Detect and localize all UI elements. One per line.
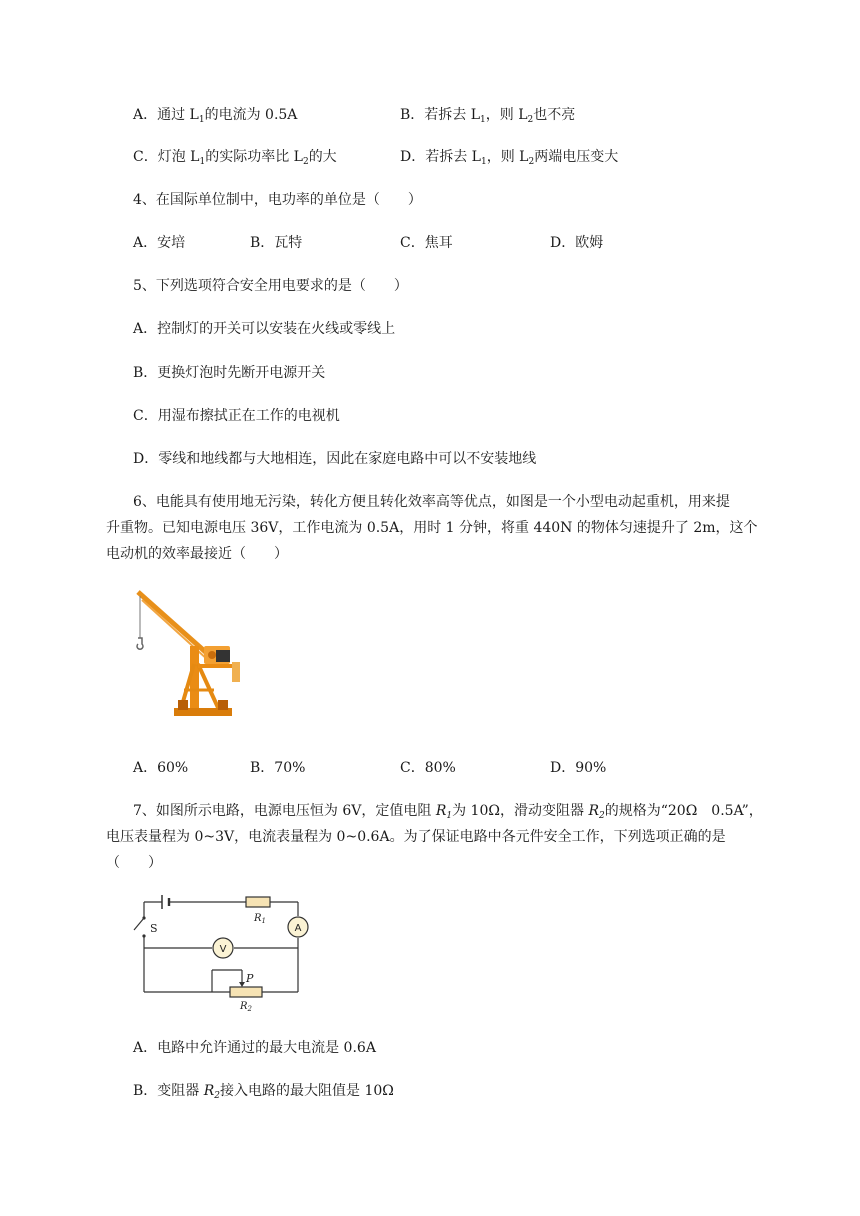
q5-option-b: B．更换灯泡时先断开电源开关 [133, 365, 326, 381]
ammeter-label: A [294, 923, 302, 934]
q7-stem-line2: 电压表量程为 0~3V，电流表量程为 0~0.6A。为了保证电路中各元件安全工作，下列选项正确的是 [106, 829, 726, 845]
q4-option-c: C．焦耳 [400, 235, 453, 251]
q6-stem-line1: 6、电能具有使用地无污染，转化方便且转化效率高等优点，如图是一个小型电动起重机，用来提 [133, 494, 730, 510]
q4-option-b: B．瓦特 [250, 235, 303, 251]
q6-option-d: D．90% [550, 760, 607, 776]
switch-label: S [150, 922, 158, 935]
q7-option-b: B．变阻器 $R_2$接入电路的最大阻值是 10Ω [133, 1083, 394, 1101]
crane-image [128, 586, 250, 722]
voltmeter-label: V [219, 944, 227, 955]
q7-stem-line3: （ ） [106, 855, 162, 871]
resistor-r1 [246, 897, 270, 907]
q7-stem-line1: 7、如图所示电路，电源电压恒为 6V，定值电阻 $R_1$为 10Ω，滑动变阻器 $R_2$的规格为“20Ω 0.5A”， [133, 803, 763, 821]
q3-option-d: D．若拆去 $L_1$，则 $L_2$两端电压变大 [400, 149, 619, 167]
q5-option-c: C．用湿布擦拭正在工作的电视机 [133, 408, 340, 424]
q5-option-d: D．零线和地线都与大地相连，因此在家庭电路中可以不安装地线 [133, 451, 537, 467]
q5-stem: 5、下列选项符合安全用电要求的是（ ） [133, 278, 408, 294]
q3-option-a: A．通过 $L_1$的电流为 0.5A [133, 107, 298, 125]
q3-option-c: C．灯泡 $L_1$的实际功率比 $L_2$的大 [133, 149, 337, 167]
q3-option-b: B．若拆去 $L_1$，则 $L_2$也不亮 [400, 107, 576, 125]
q6-stem-line2: 升重物。已知电源电压 36V，工作电流为 0.5A，用时 1 分钟，将重 440N 的物体匀速提升了 2m，这个 [106, 520, 758, 536]
r1-label: $R_1$ [254, 913, 266, 925]
q4-option-d: D．欧姆 [550, 235, 604, 251]
q4-stem: 4、在国际单位制中，电功率的单位是（ ） [133, 192, 422, 208]
q6-stem-line3: 电动机的效率最接近（ ） [106, 546, 288, 562]
slider-label: P [246, 972, 254, 985]
q7-option-a: A．电路中允许通过的最大电流是 0.6A [133, 1040, 376, 1056]
circuit-diagram [128, 892, 312, 1013]
q4-option-a: A．安培 [133, 235, 186, 251]
q6-option-a: A．60% [133, 760, 189, 776]
q6-option-c: C．80% [400, 760, 456, 776]
q6-option-b: B．70% [250, 760, 306, 776]
q5-option-a: A．控制灯的开关可以安装在火线或零线上 [133, 321, 396, 337]
r2-label: $R_2$ [240, 1001, 252, 1013]
rheostat-r2 [230, 987, 262, 997]
